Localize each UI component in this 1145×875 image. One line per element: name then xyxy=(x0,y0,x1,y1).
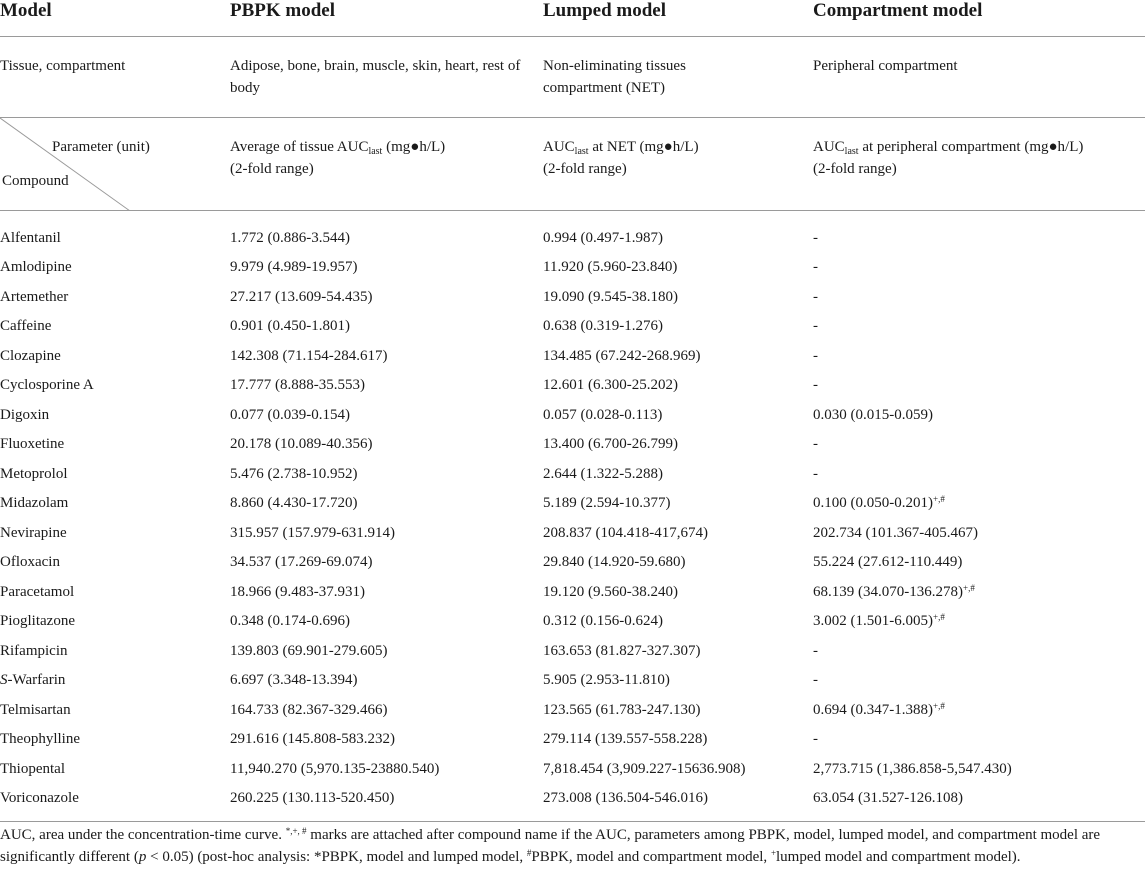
pbpk-cell: 27.217 (13.609-54.435) xyxy=(230,288,373,305)
table-row xyxy=(0,518,1145,548)
pbpk-cell: 18.966 (9.483-37.931) xyxy=(230,583,365,600)
footnote-line2d: lumped model and compartment model). xyxy=(776,849,1021,865)
significance-mark: +,# xyxy=(933,700,945,711)
param-pbpk-text: Average of tissue AUC xyxy=(230,139,369,155)
table-row xyxy=(0,695,1145,725)
compartment-value: - xyxy=(813,436,818,453)
compartment-cell xyxy=(813,695,1145,725)
significance-mark: +,# xyxy=(963,582,975,593)
compartment-cell xyxy=(813,341,1145,371)
lumped-cell: 19.090 (9.545-38.180) xyxy=(543,288,678,305)
compartment-cell xyxy=(813,400,1145,430)
table-row xyxy=(0,548,1145,578)
compartment-value: 3.002 (1.501-6.005) xyxy=(813,613,933,630)
table-row xyxy=(0,459,1145,489)
lumped-cell: 5.189 (2.594-10.377) xyxy=(543,495,671,512)
pbpk-cell: 5.476 (2.738-10.952) xyxy=(230,465,358,482)
param-lumped-sub: last xyxy=(574,146,589,157)
compartment-value: - xyxy=(813,672,818,689)
pbpk-cell: 0.901 (0.450-1.801) xyxy=(230,318,350,335)
compound-cell: Metoprolol xyxy=(0,465,68,482)
lumped-cell: 5.905 (2.953-11.810) xyxy=(543,672,670,689)
diagonal-line xyxy=(0,118,230,211)
significance-mark: +,# xyxy=(933,494,945,505)
compartment-value: 2,773.715 (1,386.858-5,547.430) xyxy=(813,760,1012,777)
compartment-value: 55.224 (27.612-110.449) xyxy=(813,554,963,571)
compound-cell: Caffeine xyxy=(0,318,52,335)
param-lumped-text: AUC xyxy=(543,139,575,155)
compound-cell: S-Warfarin xyxy=(0,672,66,689)
compound-cell: Rifampicin xyxy=(0,642,68,659)
compound-cell: Artemether xyxy=(0,288,69,305)
compartment-cell xyxy=(813,518,1145,548)
compound-cell: Fluoxetine xyxy=(0,436,65,453)
compound-cell: Clozapine xyxy=(0,347,61,364)
param-lumped xyxy=(543,118,813,211)
compound-cell: Cyclosporine A xyxy=(0,377,94,394)
footnote-plus: + xyxy=(770,848,777,858)
compartment-value: 202.734 (101.367-405.467) xyxy=(813,524,978,541)
diagonal-header-cell xyxy=(0,118,230,211)
pbpk-cell: 315.957 (157.979-631.914) xyxy=(230,524,395,541)
table-row xyxy=(0,282,1145,312)
header-lumped: Lumped model xyxy=(543,0,813,37)
compartment-cell xyxy=(813,489,1145,519)
pbpk-cell: 11,940.270 (5,970.135-23880.540) xyxy=(230,760,440,777)
pbpk-cell: 34.537 (17.269-69.074) xyxy=(230,554,373,571)
compound-cell: Paracetamol xyxy=(0,583,75,600)
compound-cell: Alfentanil xyxy=(0,229,61,246)
table-row xyxy=(0,400,1145,430)
lumped-cell: 0.638 (0.319-1.276) xyxy=(543,318,663,335)
compound-cell: Amlodipine xyxy=(0,259,72,276)
compartment-cell xyxy=(813,666,1145,696)
footnote-p: p xyxy=(138,849,147,865)
table-row xyxy=(0,312,1145,342)
param-lumped-unit: at NET (mg●h/L) xyxy=(588,139,699,155)
compartment-value: - xyxy=(813,642,818,659)
compartment-value: - xyxy=(813,318,818,335)
footnote-part1: AUC, area under the concentration-time curve. xyxy=(0,827,286,843)
compartment-cell xyxy=(813,459,1145,489)
pbpk-cell: 139.803 (69.901-279.605) xyxy=(230,642,388,659)
lumped-cell: 279.114 (139.557-558.228) xyxy=(543,731,708,748)
tissue-row xyxy=(0,37,1145,118)
compound-label: Compound xyxy=(2,173,69,189)
lumped-cell: 11.920 (5.960-23.840) xyxy=(543,259,678,276)
table-row xyxy=(0,725,1145,755)
compartment-cell xyxy=(813,754,1145,784)
header-row xyxy=(0,0,1145,37)
table-row xyxy=(0,666,1145,696)
compound-cell: Telmisartan xyxy=(0,701,71,718)
tissue-lumped: Non-eliminating tissues compartment (NET) xyxy=(543,37,813,118)
compartment-cell xyxy=(813,725,1145,755)
param-pbpk-sub: last xyxy=(368,146,383,157)
compartment-cell xyxy=(813,548,1145,578)
pbpk-cell: 291.616 (145.808-583.232) xyxy=(230,731,395,748)
table-row xyxy=(0,784,1145,822)
param-pbpk xyxy=(230,118,543,211)
compartment-cell xyxy=(813,577,1145,607)
compartment-value: - xyxy=(813,377,818,394)
compartment-cell xyxy=(813,636,1145,666)
footnote-line2b: < 0.05) (post-hoc analysis: *PBPK, model and lumped model, xyxy=(146,849,527,865)
header-compartment: Compartment model xyxy=(813,0,1145,37)
footnote-line2c: PBPK, model and compartment model, xyxy=(531,849,771,865)
compound-cell: Thiopental xyxy=(0,760,65,777)
param-pbpk-range: (2-fold range) xyxy=(230,161,314,177)
pbpk-cell: 20.178 (10.089-40.356) xyxy=(230,436,373,453)
compartment-value: 0.100 (0.050-0.201) xyxy=(813,495,933,512)
lumped-cell: 0.312 (0.156-0.624) xyxy=(543,613,663,630)
tissue-pbpk: Adipose, bone, brain, muscle, skin, heart, rest of body xyxy=(230,37,543,118)
compartment-cell xyxy=(813,282,1145,312)
compound-cell: Nevirapine xyxy=(0,524,67,541)
compartment-value: - xyxy=(813,288,818,305)
table-row xyxy=(0,253,1145,283)
param-compartment xyxy=(813,118,1145,211)
compartment-value: - xyxy=(813,229,818,246)
compartment-cell xyxy=(813,211,1145,253)
lumped-cell: 134.485 (67.242-268.969) xyxy=(543,347,701,364)
significance-mark: +,# xyxy=(933,612,945,623)
lumped-cell: 123.565 (61.783-247.130) xyxy=(543,701,701,718)
lumped-cell: 273.008 (136.504-546.016) xyxy=(543,784,813,822)
pbpk-cell: 6.697 (3.348-13.394) xyxy=(230,672,358,689)
pbpk-cell: 1.772 (0.886-3.544) xyxy=(230,229,350,246)
param-comp-range: (2-fold range) xyxy=(813,161,897,177)
param-comp-unit: at peripheral compartment (mg●h/L) xyxy=(858,139,1084,155)
lumped-cell: 163.653 (81.827-327.307) xyxy=(543,642,701,659)
parameter-row xyxy=(0,118,1145,211)
param-comp-text: AUC xyxy=(813,139,845,155)
lumped-cell: 7,818.454 (3,909.227-15636.908) xyxy=(543,760,746,777)
table-row xyxy=(0,371,1145,401)
footnote-part2: marks are attached after compound name if the AUC, parameters among PBPK, model, lumped model, and compartment model are xyxy=(306,827,1101,843)
table-row xyxy=(0,607,1145,637)
pbpk-cell: 9.979 (4.989-19.957) xyxy=(230,259,358,276)
compound-cell: Pioglitazone xyxy=(0,613,75,630)
lumped-cell: 12.601 (6.300-25.202) xyxy=(543,377,678,394)
header-model: Model xyxy=(0,0,230,37)
compartment-value: - xyxy=(813,259,818,276)
compartment-value: - xyxy=(813,731,818,748)
lumped-cell: 208.837 (104.418-417,674) xyxy=(543,524,708,541)
tissue-label: Tissue, compartment xyxy=(0,37,230,118)
lumped-cell: 0.994 (0.497-1.987) xyxy=(543,229,663,246)
param-lumped-range: (2-fold range) xyxy=(543,161,627,177)
pbpk-cell: 0.348 (0.174-0.696) xyxy=(230,613,350,630)
pbpk-cell: 17.777 (8.888-35.553) xyxy=(230,377,365,394)
table-footnote xyxy=(0,824,1145,868)
compartment-cell xyxy=(813,430,1145,460)
table-row xyxy=(0,430,1145,460)
compartment-cell xyxy=(813,607,1145,637)
lumped-cell: 13.400 (6.700-26.799) xyxy=(543,436,678,453)
param-comp-sub: last xyxy=(844,146,859,157)
compound-cell: Theophylline xyxy=(0,731,80,748)
pbpk-cell: 260.225 (130.113-520.450) xyxy=(230,784,543,822)
lumped-cell: 2.644 (1.322-5.288) xyxy=(543,465,663,482)
compound-cell: Ofloxacin xyxy=(0,554,60,571)
footnote-hash: # xyxy=(526,848,532,858)
param-pbpk-unit: (mg●h/L) xyxy=(382,139,446,155)
parameter-unit-label: Parameter (unit) xyxy=(52,139,150,155)
compartment-value: 0.030 (0.015-0.059) xyxy=(813,406,933,423)
compartment-cell xyxy=(813,312,1145,342)
compartment-value: 63.054 (31.527-126.108) xyxy=(813,790,963,807)
lumped-cell: 0.057 (0.028-0.113) xyxy=(543,406,663,423)
compartment-value: - xyxy=(813,347,818,364)
pbpk-cell: 164.733 (82.367-329.466) xyxy=(230,701,388,718)
table-row xyxy=(0,636,1145,666)
table-row xyxy=(0,341,1145,371)
pbpk-cell: 8.860 (4.430-17.720) xyxy=(230,495,358,512)
pbpk-cell: 142.308 (71.154-284.617) xyxy=(230,347,388,364)
compartment-value: 68.139 (34.070-136.278) xyxy=(813,583,963,600)
compound-cell: Midazolam xyxy=(0,495,69,512)
table-row xyxy=(0,211,1145,253)
table-row xyxy=(0,489,1145,519)
footnote-marks: *,+, # xyxy=(285,826,307,836)
pbpk-cell: 0.077 (0.039-0.154) xyxy=(230,406,350,423)
compartment-cell xyxy=(813,253,1145,283)
lumped-cell: 19.120 (9.560-38.240) xyxy=(543,583,678,600)
header-pbpk: PBPK model xyxy=(230,0,543,37)
table-row xyxy=(0,754,1145,784)
compartment-value: - xyxy=(813,465,818,482)
stereo-prefix: S xyxy=(0,672,8,689)
table-row xyxy=(0,577,1145,607)
compound-cell: Digoxin xyxy=(0,406,50,423)
compartment-cell xyxy=(813,784,1145,822)
compound-cell: Voriconazole xyxy=(0,784,230,822)
lumped-cell: 29.840 (14.920-59.680) xyxy=(543,554,686,571)
tissue-compartment: Peripheral compartment xyxy=(813,37,1145,118)
compartment-value: 0.694 (0.347-1.388) xyxy=(813,701,933,718)
footnote-line2a: significantly different ( xyxy=(0,849,139,865)
compartment-cell xyxy=(813,371,1145,401)
